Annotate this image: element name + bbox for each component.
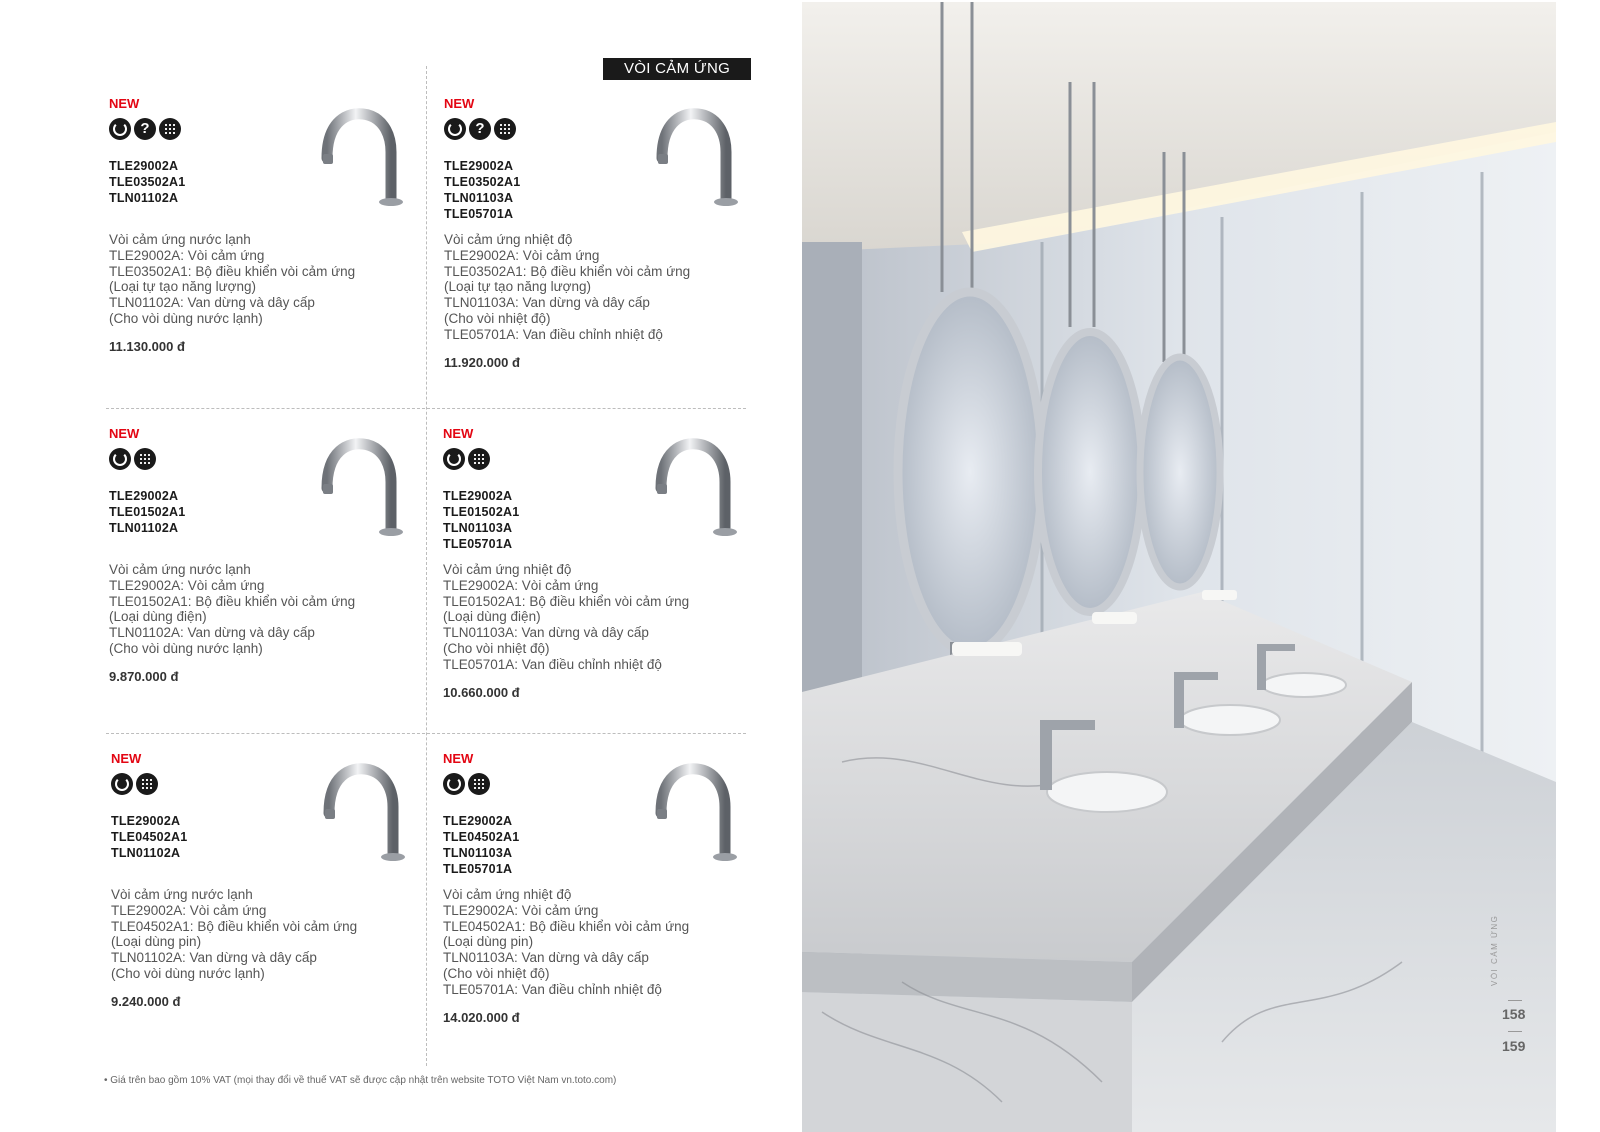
description-line: (Cho vòi dùng nước lạnh) bbox=[111, 965, 265, 981]
description-line: Vòi cảm ứng nhiệt độ bbox=[443, 562, 572, 577]
description-line: Vòi cảm ứng nhiệt độ bbox=[443, 887, 572, 902]
description-line: Vòi cảm ứng nước lạnh bbox=[109, 232, 251, 247]
product-code: TLE29002A bbox=[444, 159, 514, 173]
description-line: TLE29002A: Vòi cảm ứng bbox=[443, 902, 599, 918]
product-code: TLE01502A1 bbox=[443, 505, 520, 519]
product-code: TLN01102A bbox=[111, 846, 181, 860]
description-line: (Cho vòi nhiệt độ) bbox=[443, 640, 550, 656]
faucet-image bbox=[319, 102, 403, 212]
description-line: TLE29002A: Vòi cảm ứng bbox=[444, 247, 600, 263]
product-codes bbox=[109, 158, 185, 206]
product-card[interactable] bbox=[443, 426, 761, 746]
product-code: TLN01102A bbox=[109, 521, 179, 535]
description-line: (Cho vòi nhiệt độ) bbox=[444, 310, 551, 326]
product-description bbox=[109, 232, 429, 355]
description-line: TLE03502A1: Bộ điều khiển vòi cảm ứng bbox=[109, 263, 356, 279]
page-number-rule bbox=[1508, 1000, 1522, 1001]
product-card[interactable] bbox=[111, 751, 429, 1071]
product-code: TLE05701A bbox=[443, 862, 513, 876]
sensor-icon bbox=[443, 448, 465, 470]
section-tag: VÒI CẢM ỨNG bbox=[603, 58, 751, 80]
product-code: TLN01103A bbox=[443, 846, 513, 860]
self-power-icon bbox=[134, 118, 156, 140]
sensor-icon bbox=[109, 118, 131, 140]
description-line: (Loại tự tạo năng lượng) bbox=[444, 279, 592, 295]
description-line: TLN01102A: Van dừng và dây cấp bbox=[111, 950, 317, 966]
product-card[interactable] bbox=[109, 426, 427, 746]
description-line: TLE29002A: Vòi cảm ứng bbox=[111, 902, 267, 918]
description-line: TLN01102A: Van dừng và dây cấp bbox=[109, 625, 315, 641]
description-line: Vòi cảm ứng nước lạnh bbox=[111, 887, 253, 902]
faucet-image bbox=[654, 102, 738, 212]
battery-grid-icon bbox=[134, 448, 156, 470]
product-codes bbox=[444, 158, 520, 222]
description-line: TLE01502A1: Bộ điều khiển vòi cảm ứng bbox=[109, 593, 356, 609]
product-code: TLE29002A bbox=[443, 814, 513, 828]
product-price: 11.130.000 đ bbox=[109, 338, 185, 354]
product-codes bbox=[443, 488, 519, 552]
new-badge: NEW bbox=[443, 426, 474, 441]
product-code: TLE01502A1 bbox=[109, 505, 186, 519]
faucet-image bbox=[321, 757, 405, 867]
description-line: TLE05701A: Van điều chỉnh nhiệt độ bbox=[443, 656, 662, 672]
description-line: TLE01502A1: Bộ điều khiển vòi cảm ứng bbox=[443, 593, 690, 609]
new-badge: NEW bbox=[111, 751, 142, 766]
product-code: TLE03502A1 bbox=[109, 175, 186, 189]
product-code: TLN01103A bbox=[444, 191, 514, 205]
description-line: TLE03502A1: Bộ điều khiển vòi cảm ứng bbox=[444, 263, 691, 279]
page-number-rule bbox=[1508, 1031, 1522, 1032]
product-description bbox=[109, 562, 429, 685]
battery-grid-icon bbox=[468, 448, 490, 470]
description-line: (Cho vòi dùng nước lạnh) bbox=[109, 640, 263, 656]
new-badge: NEW bbox=[444, 96, 475, 111]
battery-grid-icon bbox=[159, 118, 181, 140]
sensor-icon bbox=[109, 448, 131, 470]
feature-icons bbox=[444, 118, 516, 140]
product-code: TLE05701A bbox=[444, 207, 514, 221]
sensor-icon bbox=[444, 118, 466, 140]
product-price: 9.240.000 đ bbox=[111, 993, 181, 1009]
product-code: TLN01102A bbox=[109, 191, 179, 205]
product-code: TLE05701A bbox=[443, 537, 513, 551]
product-description bbox=[443, 887, 763, 1025]
description-line: (Cho vòi dùng nước lạnh) bbox=[109, 310, 263, 326]
sensor-icon bbox=[443, 773, 465, 795]
description-line: TLE05701A: Van điều chỉnh nhiệt độ bbox=[443, 981, 662, 997]
description-line: TLE29002A: Vòi cảm ứng bbox=[109, 247, 265, 263]
description-line: TLE29002A: Vòi cảm ứng bbox=[443, 577, 599, 593]
product-code: TLE29002A bbox=[111, 814, 181, 828]
faucet-image bbox=[653, 432, 737, 542]
feature-icons bbox=[109, 448, 156, 470]
product-code: TLN01103A bbox=[443, 521, 513, 535]
sensor-icon bbox=[111, 773, 133, 795]
faucet-image bbox=[653, 757, 737, 867]
new-badge: NEW bbox=[109, 426, 140, 441]
product-code: TLE04502A1 bbox=[111, 830, 188, 844]
description-line: TLE04502A1: Bộ điều khiển vòi cảm ứng bbox=[111, 918, 358, 934]
page-number-right: 159 bbox=[1502, 1038, 1526, 1054]
feature-icons bbox=[111, 773, 158, 795]
product-code: TLE04502A1 bbox=[443, 830, 520, 844]
description-line: TLN01103A: Van dừng và dây cấp bbox=[444, 295, 650, 311]
product-price: 9.870.000 đ bbox=[109, 668, 179, 684]
product-codes bbox=[109, 488, 185, 536]
vat-footnote: • Giá trên bao gồm 10% VAT (mọi thay đổi về thuế VAT sẽ được cập nhật trên website TOTO Việt Nam vn.toto.com) bbox=[104, 1075, 617, 1086]
description-line: TLN01102A: Van dừng và dây cấp bbox=[109, 295, 315, 311]
right-page bbox=[802, 0, 1600, 1132]
product-card[interactable] bbox=[443, 751, 761, 1071]
product-code: TLE29002A bbox=[443, 489, 513, 503]
feature-icons bbox=[109, 118, 181, 140]
description-line: TLN01103A: Van dừng và dây cấp bbox=[443, 950, 649, 966]
product-price: 10.660.000 đ bbox=[443, 684, 520, 700]
battery-grid-icon bbox=[494, 118, 516, 140]
feature-icons bbox=[443, 448, 490, 470]
description-line: (Loại dùng pin) bbox=[443, 934, 534, 950]
battery-grid-icon bbox=[136, 773, 158, 795]
product-price: 14.020.000 đ bbox=[443, 1009, 520, 1025]
description-line: TLE05701A: Van điều chỉnh nhiệt độ bbox=[444, 326, 663, 342]
description-line: TLN01103A: Van dừng và dây cấp bbox=[443, 625, 649, 641]
feature-icons bbox=[443, 773, 490, 795]
product-codes bbox=[443, 813, 519, 877]
product-description bbox=[444, 232, 764, 370]
self-power-icon bbox=[469, 118, 491, 140]
description-line: (Loại tự tạo năng lượng) bbox=[109, 279, 257, 295]
description-line: Vòi cảm ứng nước lạnh bbox=[109, 562, 251, 577]
product-code: TLE29002A bbox=[109, 489, 179, 503]
battery-grid-icon bbox=[468, 773, 490, 795]
product-price: 11.920.000 đ bbox=[444, 354, 520, 370]
product-codes bbox=[111, 813, 187, 861]
product-code: TLE03502A1 bbox=[444, 175, 521, 189]
description-line: (Loại dùng điện) bbox=[443, 609, 541, 625]
product-card[interactable] bbox=[109, 96, 427, 416]
product-description bbox=[443, 562, 763, 700]
description-line: TLE29002A: Vòi cảm ứng bbox=[109, 577, 265, 593]
side-section-label: VÒI CẢM ỨNG bbox=[1490, 914, 1499, 986]
new-badge: NEW bbox=[443, 751, 474, 766]
new-badge: NEW bbox=[109, 96, 140, 111]
product-code: TLE29002A bbox=[109, 159, 179, 173]
description-line: (Loại dùng pin) bbox=[111, 934, 202, 950]
page-number-left: 158 bbox=[1502, 1006, 1526, 1022]
faucet-image bbox=[319, 432, 403, 542]
description-line: (Loại dùng điện) bbox=[109, 609, 207, 625]
bathroom-photo bbox=[802, 2, 1556, 1132]
product-description bbox=[111, 887, 431, 1010]
description-line: (Cho vòi nhiệt độ) bbox=[443, 965, 550, 981]
description-line: Vòi cảm ứng nhiệt độ bbox=[444, 232, 573, 247]
product-card[interactable] bbox=[444, 96, 762, 416]
description-line: TLE04502A1: Bộ điều khiển vòi cảm ứng bbox=[443, 918, 690, 934]
